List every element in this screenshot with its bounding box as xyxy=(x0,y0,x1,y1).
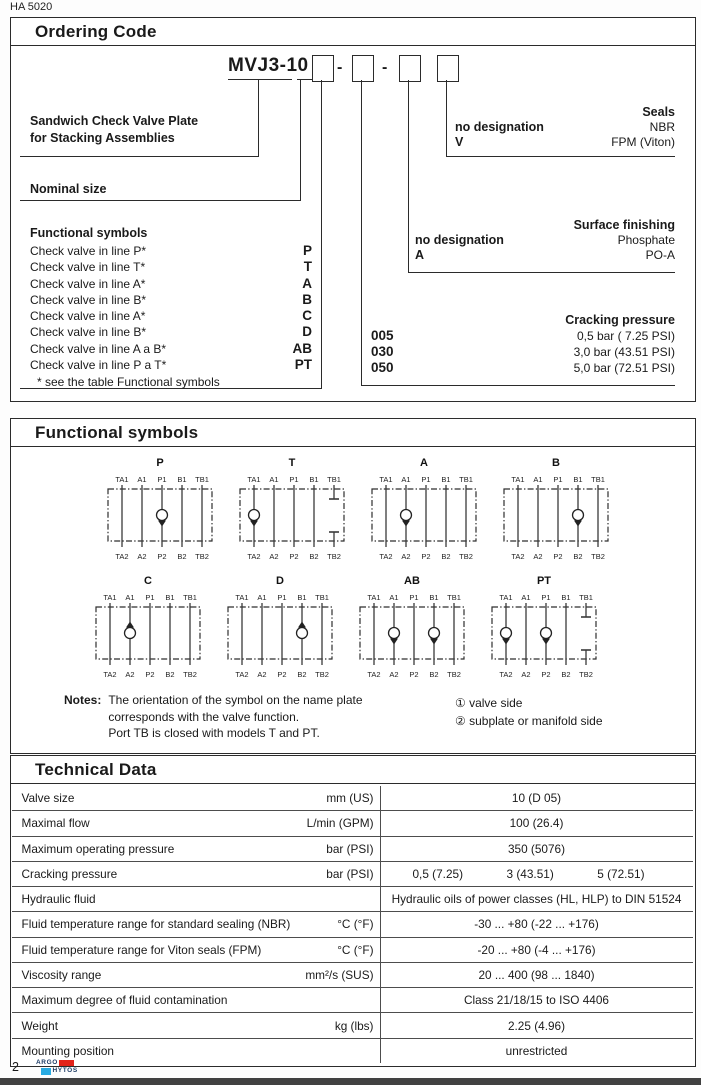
svg-text:A1: A1 xyxy=(401,475,411,484)
svg-text:B1: B1 xyxy=(441,475,451,484)
port-side-legend: ① valve side ② subplate or manifold side xyxy=(455,696,603,728)
value: 100 (26.4) xyxy=(509,816,564,831)
page-number: 2 xyxy=(12,1060,19,1074)
svg-text:P1: P1 xyxy=(277,593,287,602)
svg-text:A2: A2 xyxy=(389,670,399,679)
code-separator: - xyxy=(337,59,343,76)
param: Maximum operating pressure xyxy=(21,841,175,856)
svg-text:TB2: TB2 xyxy=(459,552,473,561)
value: Class 21/18/15 to ISO 4406 xyxy=(464,993,609,1008)
svg-text:TB2: TB2 xyxy=(579,670,593,679)
svg-text:TA2: TA2 xyxy=(499,670,513,679)
technical-data-table xyxy=(12,786,693,1063)
svg-text:A2: A2 xyxy=(137,552,147,561)
svg-text:B1: B1 xyxy=(177,475,187,484)
table-row xyxy=(12,886,693,911)
svg-text:B2: B2 xyxy=(561,670,571,679)
svg-text:TB1: TB1 xyxy=(459,475,473,484)
svg-text:B: B xyxy=(552,457,560,469)
svg-text:P2: P2 xyxy=(553,552,563,561)
svg-text:AB: AB xyxy=(404,575,420,587)
notes-label: Notes: xyxy=(64,693,102,707)
svg-text:B1: B1 xyxy=(309,475,319,484)
code-separator: - xyxy=(382,59,388,76)
model-code: MVJ3-10 xyxy=(228,55,309,76)
svg-text:TB1: TB1 xyxy=(591,475,605,484)
functional-symbols-title: Functional symbols xyxy=(11,419,695,447)
functional-row: Check valve in line B* D xyxy=(30,324,312,340)
seals-row: V FPM (Viton) xyxy=(455,134,675,149)
svg-text:TB1: TB1 xyxy=(447,593,461,602)
functional-row: Check valve in line A* A xyxy=(30,275,312,291)
svg-text:P1: P1 xyxy=(421,475,431,484)
svg-text:A2: A2 xyxy=(269,552,279,561)
svg-text:TB2: TB2 xyxy=(591,552,605,561)
cracking-title: Cracking pressure xyxy=(565,313,675,327)
unit: L/min (GPM) xyxy=(306,816,374,831)
nominal-size-label: Nominal size xyxy=(30,182,107,196)
svg-text:D: D xyxy=(276,575,284,587)
valve-diagram-PT xyxy=(484,570,604,682)
svg-text:A1: A1 xyxy=(269,475,279,484)
seals-title: Seals xyxy=(642,105,675,119)
param: Viscosity range xyxy=(21,967,102,982)
svg-text:B1: B1 xyxy=(297,593,307,602)
surface-row: no designation Phosphate xyxy=(415,233,675,247)
svg-text:A2: A2 xyxy=(401,552,411,561)
svg-text:A1: A1 xyxy=(521,593,531,602)
cracking-row: 030 3,0 bar (43.51 PSI) xyxy=(371,344,675,359)
unit: °C (°F) xyxy=(337,942,374,957)
logo-text-hytos: HYTOS xyxy=(52,1067,78,1074)
value: 20 ... 400 (98 ... 1840) xyxy=(478,967,595,982)
unit: kg (lbs) xyxy=(334,1018,374,1033)
svg-text:C: C xyxy=(144,575,152,587)
svg-text:P1: P1 xyxy=(145,593,155,602)
notes xyxy=(64,692,363,742)
valve-diagram-P xyxy=(100,452,220,564)
svg-text:P1: P1 xyxy=(541,593,551,602)
svg-text:TB2: TB2 xyxy=(315,670,329,679)
svg-text:A2: A2 xyxy=(521,670,531,679)
svg-text:TA1: TA1 xyxy=(235,593,249,602)
surface-row: A PO-A xyxy=(415,247,675,262)
svg-text:TA2: TA2 xyxy=(379,552,393,561)
logo-text-argo: ARGO xyxy=(36,1059,58,1066)
table-row xyxy=(12,786,693,810)
svg-text:A1: A1 xyxy=(389,593,399,602)
functional-row: Check valve in line B* B xyxy=(30,291,312,307)
notes-text: The orientation of the symbol on the name plate corresponds with the valve function. Port TB is closed with models T and PT. xyxy=(108,693,363,740)
svg-text:P2: P2 xyxy=(277,670,287,679)
svg-text:TA1: TA1 xyxy=(499,593,513,602)
valve-diagram-T xyxy=(232,452,352,564)
table-row xyxy=(12,810,693,835)
value: 2.25 (4.96) xyxy=(507,1018,566,1033)
svg-text:TA2: TA2 xyxy=(511,552,525,561)
svg-text:P2: P2 xyxy=(421,552,431,561)
functional-row: Check valve in line A* C xyxy=(30,308,312,324)
param: Fluid temperature range for standard sealing (NBR) xyxy=(21,917,291,932)
svg-text:P1: P1 xyxy=(157,475,167,484)
svg-text:P1: P1 xyxy=(409,593,419,602)
argo-hytos-logo xyxy=(36,1059,78,1075)
param: Hydraulic fluid xyxy=(21,892,96,907)
valve-diagram-C xyxy=(88,570,208,682)
svg-text:B2: B2 xyxy=(573,552,583,561)
functional-footnote: * see the table Functional symbols xyxy=(37,375,220,390)
svg-text:TA2: TA2 xyxy=(103,670,117,679)
svg-text:TA2: TA2 xyxy=(247,552,261,561)
svg-text:B2: B2 xyxy=(429,670,439,679)
svg-text:B2: B2 xyxy=(441,552,451,561)
value: Hydraulic oils of power classes (HL, HLP) to DIN 51524 xyxy=(391,892,682,907)
unit: bar (PSI) xyxy=(326,841,374,856)
ordering-code-title: Ordering Code xyxy=(11,18,695,46)
logo-red-block xyxy=(59,1060,74,1067)
cracking-row: 005 0,5 bar ( 7.25 PSI) xyxy=(371,328,675,343)
svg-text:TB2: TB2 xyxy=(195,552,209,561)
value: unrestricted xyxy=(505,1043,568,1058)
svg-text:B2: B2 xyxy=(177,552,187,561)
value: -30 ... +80 (-22 ... +176) xyxy=(474,917,599,932)
param: Maximum degree of fluid contamination xyxy=(21,993,228,1008)
param: Weight xyxy=(21,1018,59,1033)
svg-text:TA1: TA1 xyxy=(103,593,117,602)
svg-text:A: A xyxy=(420,457,428,469)
svg-text:B1: B1 xyxy=(573,475,583,484)
product-name: Sandwich Check Valve Plate for Stacking Assemblies xyxy=(30,114,199,145)
svg-text:TA2: TA2 xyxy=(235,670,249,679)
table-row xyxy=(12,962,693,987)
table-row xyxy=(12,1038,693,1063)
svg-text:TA1: TA1 xyxy=(367,593,381,602)
value: 350 (5076) xyxy=(507,841,566,856)
svg-text:A1: A1 xyxy=(125,593,135,602)
svg-text:T: T xyxy=(288,457,296,469)
table-row xyxy=(12,836,693,861)
svg-text:PT: PT xyxy=(536,575,552,587)
param: Maximal flow xyxy=(21,816,90,831)
param: Mounting position xyxy=(21,1043,114,1058)
svg-text:A2: A2 xyxy=(257,670,267,679)
functional-row: Check valve in line P* P xyxy=(30,243,312,258)
value: -20 ... +80 (-4 ... +176) xyxy=(477,942,596,957)
svg-text:P1: P1 xyxy=(553,475,563,484)
logo-blue-block xyxy=(41,1068,51,1075)
value: 0,5 (7.25) 3 (43.51) 5 (72.51) xyxy=(412,866,645,881)
diagram-row-top xyxy=(100,452,616,564)
functional-row: Check valve in line A a B* AB xyxy=(30,340,312,356)
svg-text:TA1: TA1 xyxy=(379,475,393,484)
svg-text:P: P xyxy=(156,457,164,469)
unit: °C (°F) xyxy=(337,917,374,932)
bottom-page-strip xyxy=(0,1078,701,1085)
table-row xyxy=(12,1012,693,1037)
svg-text:B2: B2 xyxy=(309,552,319,561)
svg-text:P2: P2 xyxy=(145,670,155,679)
svg-text:TB2: TB2 xyxy=(327,552,341,561)
value: 10 (D 05) xyxy=(511,791,562,806)
valve-diagram-A xyxy=(364,452,484,564)
param: Fluid temperature range for Viton seals (FPM) xyxy=(21,942,262,957)
valve-diagram-AB xyxy=(352,570,472,682)
valve-diagram-B xyxy=(496,452,616,564)
svg-text:A2: A2 xyxy=(533,552,543,561)
unit: mm²/s (SUS) xyxy=(305,967,374,982)
unit: mm (US) xyxy=(326,791,374,806)
svg-text:A1: A1 xyxy=(137,475,147,484)
table-row xyxy=(12,987,693,1012)
cracking-row: 050 5,0 bar (72.51 PSI) xyxy=(371,360,675,375)
unit: bar (PSI) xyxy=(326,866,374,881)
table-row xyxy=(12,937,693,962)
functional-row: Check valve in line P a T* PT xyxy=(30,357,312,373)
param: Cracking pressure xyxy=(21,866,118,881)
seals-row: no designation NBR xyxy=(455,120,675,134)
svg-text:P2: P2 xyxy=(541,670,551,679)
svg-text:TA1: TA1 xyxy=(115,475,129,484)
valve-diagram-D xyxy=(220,570,340,682)
surface-title: Surface finishing xyxy=(573,218,675,232)
svg-text:TB1: TB1 xyxy=(183,593,197,602)
svg-text:P2: P2 xyxy=(157,552,167,561)
svg-text:B1: B1 xyxy=(429,593,439,602)
svg-text:TB1: TB1 xyxy=(327,475,341,484)
svg-text:B2: B2 xyxy=(297,670,307,679)
diagram-row-bottom xyxy=(88,570,604,682)
svg-text:TA1: TA1 xyxy=(511,475,525,484)
svg-text:A1: A1 xyxy=(257,593,267,602)
functional-row: Check valve in line T* T xyxy=(30,259,312,275)
svg-text:B1: B1 xyxy=(561,593,571,602)
svg-text:TB1: TB1 xyxy=(195,475,209,484)
functional-list-title: Functional symbols xyxy=(30,226,148,240)
svg-text:TA2: TA2 xyxy=(115,552,129,561)
table-row xyxy=(12,861,693,886)
svg-text:TB2: TB2 xyxy=(183,670,197,679)
table-row xyxy=(12,911,693,936)
svg-text:A2: A2 xyxy=(125,670,135,679)
svg-text:TA2: TA2 xyxy=(367,670,381,679)
svg-text:TA1: TA1 xyxy=(247,475,261,484)
svg-text:B2: B2 xyxy=(165,670,175,679)
svg-text:P2: P2 xyxy=(409,670,419,679)
svg-text:A1: A1 xyxy=(533,475,543,484)
svg-text:P2: P2 xyxy=(289,552,299,561)
param: Valve size xyxy=(21,791,75,806)
technical-data-title: Technical Data xyxy=(11,756,695,784)
svg-text:TB1: TB1 xyxy=(315,593,329,602)
svg-text:P1: P1 xyxy=(289,475,299,484)
svg-text:TB1: TB1 xyxy=(579,593,593,602)
svg-text:B1: B1 xyxy=(165,593,175,602)
svg-text:TB2: TB2 xyxy=(447,670,461,679)
doc-code: HA 5020 xyxy=(10,1,53,13)
